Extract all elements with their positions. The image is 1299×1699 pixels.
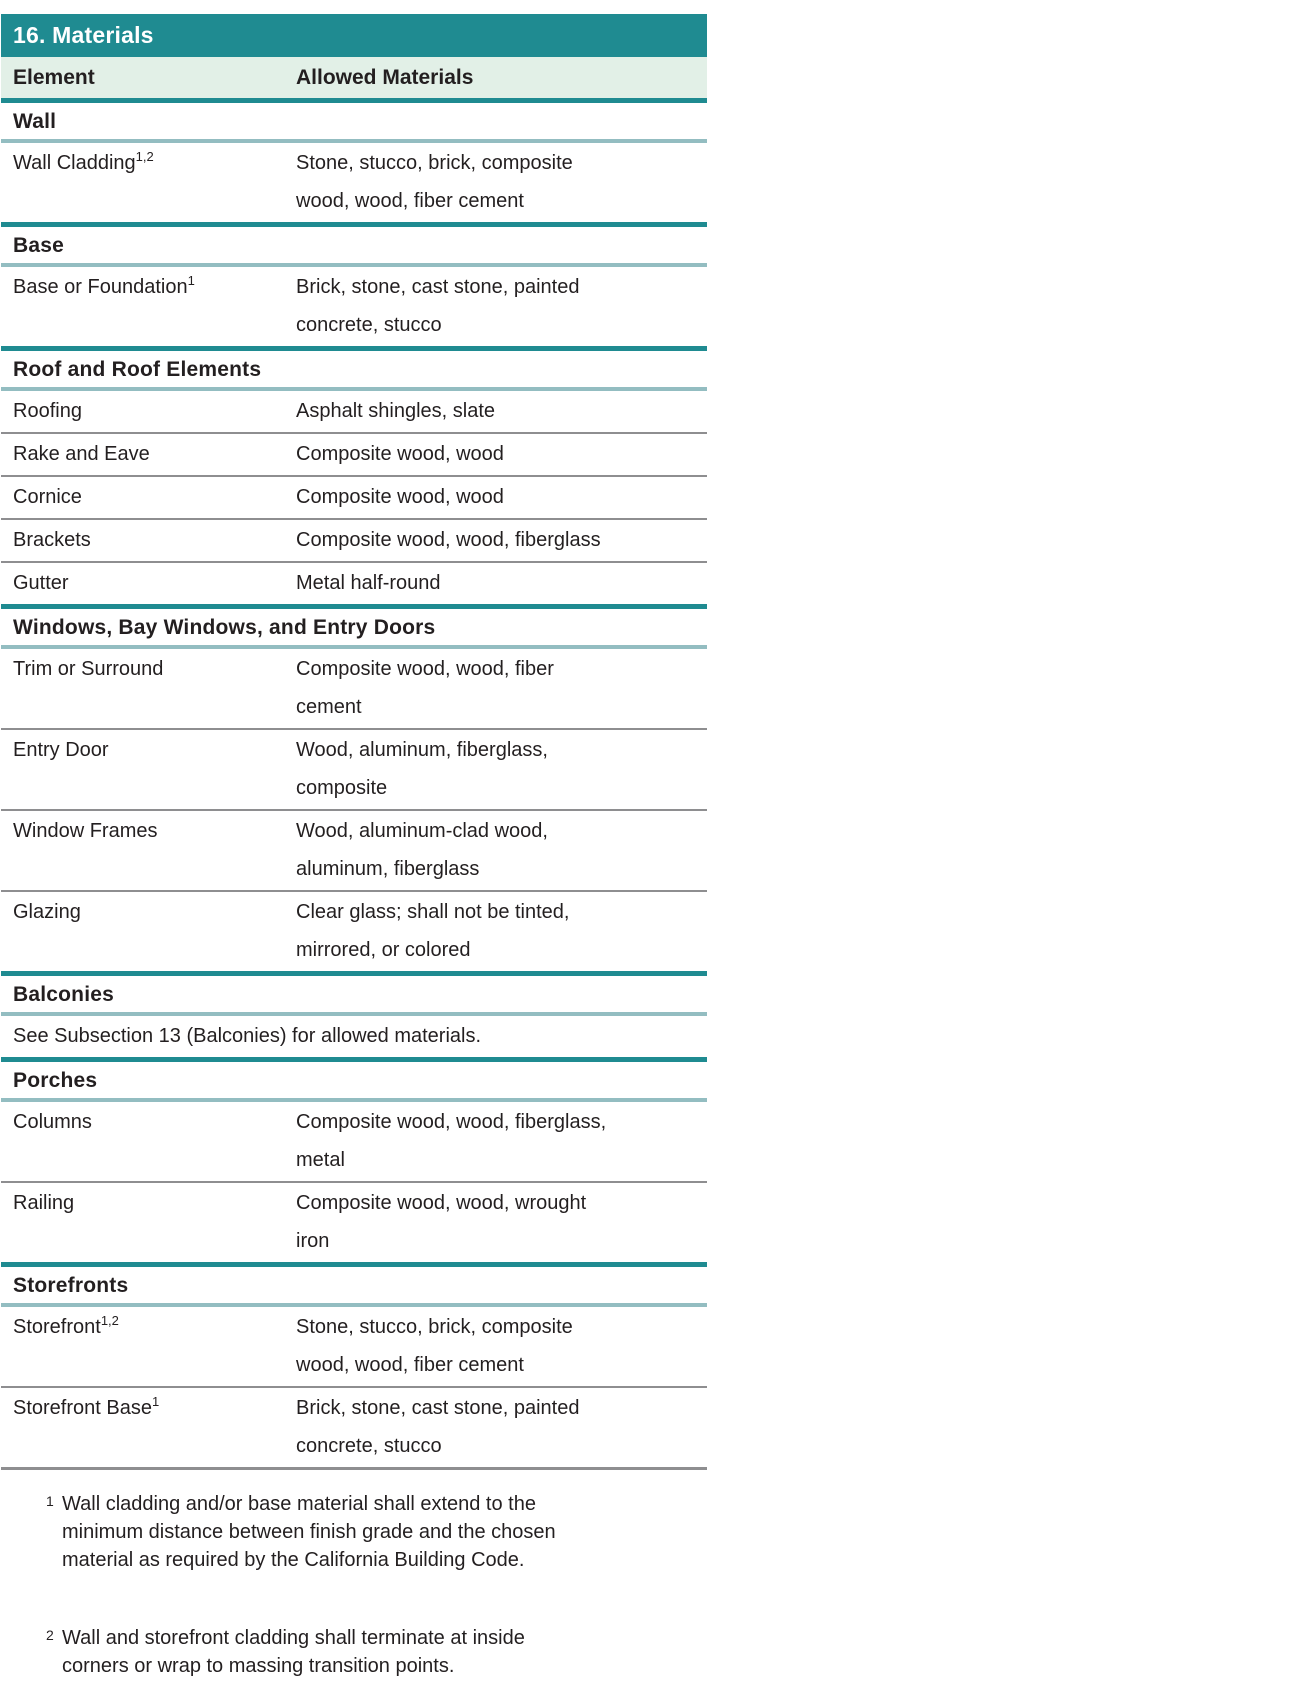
element-cell [1,1103,296,1179]
footnote-text: Wall cladding and/or base material shall extend to the minimum distance between finish grade and the chosen material as required by the California Building Code. [62,1493,556,1571]
element-cell [1,435,296,473]
section-note-row [1,1016,707,1057]
section-storefronts [1,1262,707,1467]
element-label: Entry Door [13,739,109,761]
footnotes [46,1490,656,1680]
materials-cell: Stone, stucco, brick, composite wood, wood, fiber cement [296,1316,573,1376]
element-label: Base or Foundation [13,276,188,298]
section-balconies [1,971,707,1057]
table-title-bar [1,14,707,57]
footnote-ref: 1,2 [135,149,154,164]
table-header-row [1,57,707,98]
table-row [1,391,707,432]
materials-cell: Stone, stucco, brick, composite wood, wood, fiber cement [296,152,573,212]
section-heading: Base [1,227,707,267]
section-base [1,222,707,346]
element-cell [1,478,296,516]
materials-cell: Clear glass; shall not be tinted, mirrored, or colored [296,901,570,961]
table-row [1,561,707,604]
table-title: 16. Materials [13,22,154,48]
column-header-allowed-materials: Allowed Materials [296,65,474,89]
materials-cell: Composite wood, wood, fiberglass, metal [296,1111,607,1171]
element-label: Wall Cladding [13,152,136,174]
section-heading: Balconies [1,976,707,1016]
materials-cell: Composite wood, wood, fiberglass [296,529,601,551]
element-cell [1,812,296,888]
footnote-ref: 1 [151,1394,160,1409]
materials-table [1,14,707,1470]
element-label: Storefront [13,1316,101,1338]
table-row [1,728,707,809]
table-row [1,432,707,475]
footnote-number: 1 [46,1493,54,1509]
materials-cell: Brick, stone, cast stone, painted concrete, stucco [296,276,580,336]
column-header-element: Element [13,65,95,89]
footnote-ref: 1 [187,273,195,288]
table-row [1,649,707,728]
section-heading: Roof and Roof Elements [1,351,707,391]
section-note: See Subsection 13 (Balconies) for allowed materials. [13,1025,482,1047]
element-cell [1,893,296,969]
section-windows-bay-windows-and-entry-doors [1,604,707,971]
materials-cell: Composite wood, wood, wrought iron [296,1192,587,1252]
element-cell [1,731,296,807]
element-cell [1,521,296,559]
table-row [1,1386,707,1467]
element-label: Trim or Surround [13,658,164,680]
section-wall [1,98,707,222]
table-row [1,518,707,561]
element-label: Railing [13,1192,75,1214]
section-heading: Windows, Bay Windows, and Entry Doors [1,609,707,649]
materials-cell: Wood, aluminum-clad wood, aluminum, fiberglass [296,820,548,880]
element-cell [1,564,296,602]
table-row [1,1181,707,1262]
element-cell [1,144,296,220]
materials-cell: Asphalt shingles, slate [296,400,496,422]
section-porches [1,1057,707,1262]
materials-cell: Composite wood, wood [296,443,504,465]
element-label: Rake and Eave [13,443,150,465]
section-roof-and-roof-elements [1,346,707,604]
element-label: Storefront Base [13,1397,152,1419]
element-label: Roofing [13,400,82,422]
footnote-1 [46,1490,656,1574]
section-heading: Storefronts [1,1267,707,1307]
section-heading: Wall [1,103,707,143]
element-cell [1,1184,296,1260]
table-row [1,475,707,518]
element-label: Brackets [13,529,91,551]
element-label: Window Frames [13,820,158,842]
element-cell [1,1389,296,1465]
table-row [1,1102,707,1181]
element-cell [1,392,296,430]
table-row [1,890,707,971]
materials-cell: Metal half-round [296,572,441,594]
element-cell [1,650,296,726]
element-label: Columns [13,1111,92,1133]
table-row [1,809,707,890]
section-heading: Porches [1,1062,707,1102]
footnote-number: 2 [46,1627,54,1643]
footnote-2 [46,1624,656,1680]
table-row [1,1307,707,1386]
table-row [1,143,707,222]
materials-cell: Wood, aluminum, fiberglass, composite [296,739,548,799]
materials-cell: Composite wood, wood [296,486,504,508]
element-cell [1,268,296,344]
footnote-ref: 1,2 [100,1313,119,1328]
element-label: Gutter [13,572,69,594]
element-label: Glazing [13,901,81,923]
footnote-text: Wall and storefront cladding shall terminate at inside corners or wrap to massing transition points. [62,1627,525,1677]
element-cell [1,1308,296,1384]
table-row [1,267,707,346]
table-body [1,98,707,1467]
materials-cell: Composite wood, wood, fiber cement [296,658,554,718]
materials-cell: Brick, stone, cast stone, painted concrete, stucco [296,1397,580,1457]
element-label: Cornice [13,486,82,508]
